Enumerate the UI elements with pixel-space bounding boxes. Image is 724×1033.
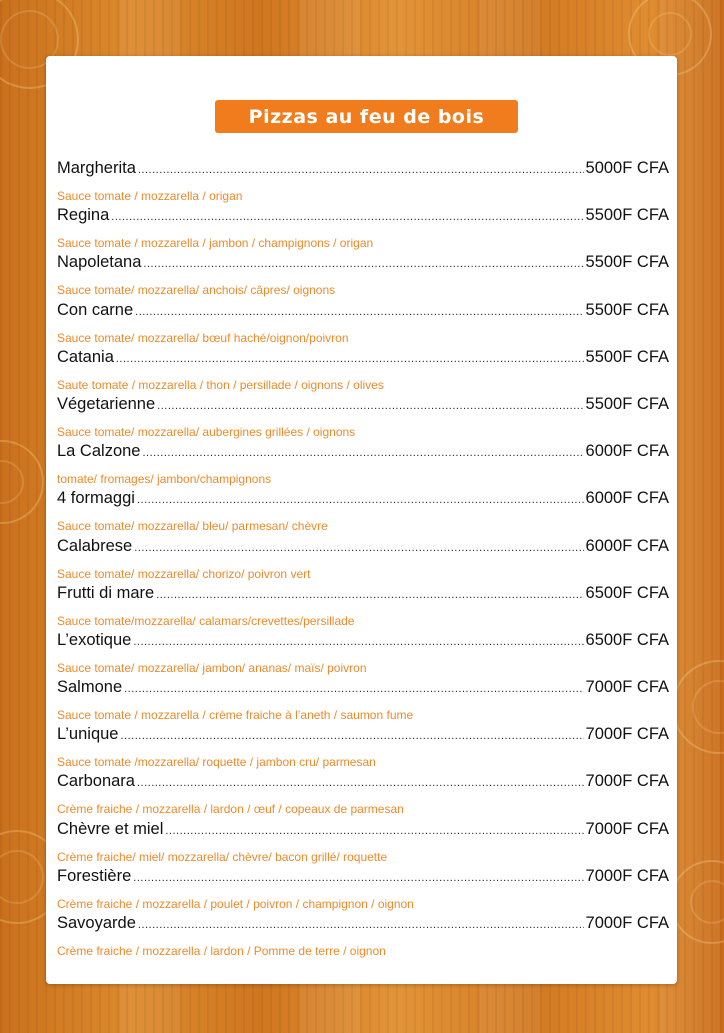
menu-item (57, 820, 669, 867)
dot-leader (134, 542, 583, 554)
pizza-price: 5500F CFA (585, 347, 669, 366)
menu-item (57, 301, 669, 348)
pizza-name: Salmone (57, 678, 123, 697)
pizza-price: 6000F CFA (585, 536, 669, 555)
pizza-name: L’unique (57, 725, 119, 744)
menu-item (57, 253, 669, 300)
menu-item (57, 678, 669, 725)
pizza-price: 7000F CFA (585, 914, 669, 932)
pizza-ingredients: Crème fraiche / mozzarella / poulet / poivron / champignon / oignon (57, 896, 414, 911)
pizza-ingredients: Sauce tomate/ mozzarella/ chorizo/ poivron vert (57, 566, 311, 581)
pizza-name: Regina (57, 206, 110, 225)
menu-item-row (57, 820, 669, 847)
pizza-name: Calabrese (57, 536, 133, 555)
pizza-price: 7000F CFA (585, 866, 669, 885)
dot-leader (120, 730, 583, 742)
menu-item-row (57, 395, 669, 422)
pizza-name: Carbonara (57, 772, 135, 791)
dot-leader (157, 400, 583, 412)
pizza-ingredients: Crème fraiche / mozzarella / lardon / œuf / copeaux de parmesan (57, 802, 404, 817)
menu-item (57, 584, 669, 631)
pizza-ingredients: Crème fraiche/ miel/ mozzarella/ chèvre/ bacon grillé/ roquette (57, 849, 388, 864)
menu-item-row (57, 348, 669, 375)
pizza-ingredients: Sauce tomate/mozzarella/ calamars/crevettes/persillade (57, 613, 355, 628)
menu-item (57, 867, 669, 914)
menu-item (57, 489, 669, 536)
menu-item-row (57, 725, 669, 752)
menu-item (57, 725, 669, 772)
pizza-price: 5500F CFA (585, 253, 669, 272)
pizza-price: 5500F CFA (585, 300, 669, 319)
pizza-price: 7000F CFA (585, 725, 669, 744)
pizza-ingredients: Crème fraiche / mozzarella / lardon / Pomme de terre / oignon (57, 944, 386, 958)
leaf-doodle-bottom-right (670, 860, 724, 944)
pizza-ingredients: Sauce tomate / mozzarella / jambon / champignons / origan (57, 236, 374, 251)
menu-item-row (57, 489, 669, 516)
pizza-ingredients: Sauce tomate /mozzarella/ roquette / jambon cru/ parmesan (57, 755, 376, 770)
pizza-ingredients: Sauce tomate/ mozzarella/ bœuf haché/oignon/poivron (57, 330, 349, 345)
dot-leader (165, 825, 583, 837)
pizza-name: Catania (57, 347, 114, 366)
dot-leader (116, 353, 584, 365)
dot-leader (142, 447, 583, 459)
dot-leader (156, 589, 583, 601)
menu-item-row (57, 631, 669, 658)
pizza-name: Con carne (57, 300, 134, 319)
pizza-price: 6500F CFA (585, 630, 669, 649)
pizza-name: Napoletana (57, 253, 142, 272)
pizza-name: Frutti di mare (57, 583, 155, 602)
menu-item (57, 348, 669, 395)
pizza-price: 5500F CFA (585, 206, 669, 225)
dot-leader (137, 777, 584, 789)
menu-title: Pizzas au feu de bois (215, 100, 518, 133)
menu-item-row (57, 678, 669, 705)
pizza-name: La Calzone (57, 442, 141, 461)
menu-item-row (57, 537, 669, 564)
menu-item (57, 537, 669, 584)
menu-item-row (57, 867, 669, 894)
menu-item (57, 914, 669, 961)
pizza-price: 6000F CFA (585, 489, 669, 508)
menu-item (57, 159, 669, 206)
menu-item-row (57, 301, 669, 328)
menu-item (57, 395, 669, 442)
menu-item-row (57, 584, 669, 611)
dot-leader (133, 636, 583, 648)
pizza-name: Végetarienne (57, 394, 156, 413)
pizza-ingredients: Sauce tomate/ mozzarella/ jambon/ ananas/ maïs/ poivron (57, 660, 367, 675)
menu-item-row (57, 206, 669, 233)
dot-leader (138, 164, 584, 176)
menu-item-row (57, 159, 669, 186)
pizza-ingredients: Sauce tomate/ mozzarella/ aubergines grillées / oignons (57, 424, 356, 439)
menu-list (57, 159, 669, 961)
pizza-name: 4 formaggi (57, 489, 135, 508)
menu-item-row (57, 442, 669, 469)
dot-leader (124, 683, 583, 695)
dot-leader (111, 211, 583, 223)
pizza-name: Forestière (57, 866, 132, 885)
pizza-name: L’exotique (57, 630, 132, 649)
dot-leader (135, 306, 583, 318)
menu-item (57, 442, 669, 489)
onion-doodle-right (672, 660, 724, 754)
pizza-name: Margherita (57, 159, 136, 177)
dot-leader (137, 494, 584, 506)
pizza-price: 5000F CFA (585, 159, 669, 177)
pizza-ingredients: Sauce tomate/ mozzarella/ anchois/ câpres/ oignons (57, 283, 336, 298)
pizza-name: Savoyarde (57, 914, 136, 932)
pizza-price: 7000F CFA (585, 678, 669, 697)
pizza-price: 5500F CFA (585, 394, 669, 413)
menu-item (57, 206, 669, 253)
menu-item (57, 631, 669, 678)
dot-leader (133, 872, 583, 884)
leaf-doodle-left (0, 440, 44, 524)
pizza-price: 6500F CFA (585, 583, 669, 602)
pizza-name: Chèvre et miel (57, 819, 164, 838)
pizza-ingredients: tomate/ fromages/ jambon/champignons (57, 472, 272, 487)
menu-item-row (57, 772, 669, 799)
menu-card (46, 56, 677, 984)
pizza-ingredients: Sauce tomate / mozzarella / crème fraiche à l’aneth / saumon fume (57, 708, 414, 723)
dot-leader (138, 919, 584, 931)
pizza-price: 7000F CFA (585, 772, 669, 791)
pizza-ingredients: Sauce tomate / mozzarella / origan (57, 189, 243, 203)
pizza-ingredients: Saute tomate / mozzarella / thon / persillade / oignons / olives (57, 377, 384, 392)
menu-item-row (57, 253, 669, 280)
pizza-price: 6000F CFA (585, 442, 669, 461)
menu-item (57, 772, 669, 819)
pizza-ingredients: Sauce tomate/ mozzarella/ bleu/ parmesan/ chèvre (57, 519, 328, 534)
menu-item-row (57, 914, 669, 941)
pizza-price: 7000F CFA (585, 819, 669, 838)
dot-leader (143, 258, 583, 270)
